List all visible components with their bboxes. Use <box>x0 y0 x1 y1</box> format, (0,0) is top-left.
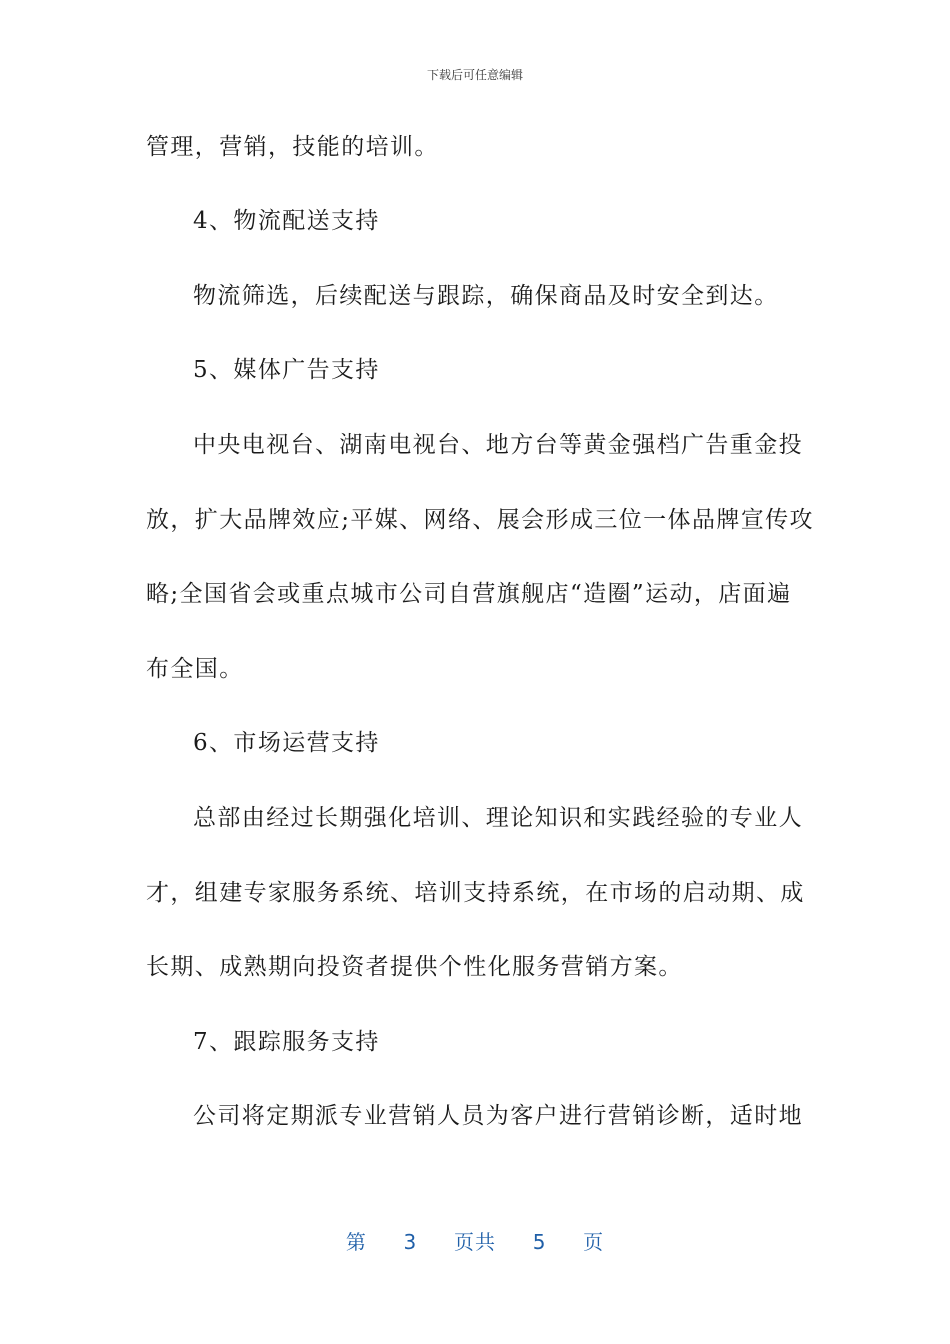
page-header-note: 下载后可任意编辑 <box>426 68 523 82</box>
section-heading: 4、物流配送支持 <box>193 208 380 234</box>
footer-prefix: 第 <box>345 1230 367 1254</box>
body-line: 中央电视台、湖南电视台、地方台等黄金强档广告重金投 <box>193 432 803 458</box>
body-line: 管理，营销，技能的培训。 <box>146 134 439 160</box>
current-page-number: 3 <box>403 1230 418 1254</box>
body-line: 物流筛选，后续配送与跟踪，确保商品及时安全到达。 <box>193 283 779 309</box>
body-line: 放，扩大品牌效应;平媒、网络、展会形成三位一体品牌宣传攻 <box>146 507 814 533</box>
total-pages-number: 5 <box>532 1230 547 1254</box>
body-line: 总部由经过长期强化培训、理论知识和实践经验的专业人 <box>193 805 803 831</box>
section-heading: 5、媒体广告支持 <box>193 357 380 383</box>
section-heading: 7、跟踪服务支持 <box>193 1029 380 1055</box>
body-line: 公司将定期派专业营销人员为客户进行营销诊断，适时地 <box>193 1103 803 1129</box>
page-number-footer <box>0 1226 950 1255</box>
footer-middle: 页共 <box>454 1230 496 1254</box>
body-line: 布全国。 <box>146 656 244 682</box>
body-line: 长期、成熟期向投资者提供个性化服务营销方案。 <box>146 954 683 980</box>
body-line: 略;全国省会或重点城市公司自营旗舰店“造圈”运动，店面遍 <box>146 581 792 607</box>
footer-suffix: 页 <box>583 1230 605 1254</box>
body-line: 才，组建专家服务系统、培训支持系统，在市场的启动期、成 <box>146 880 805 906</box>
section-heading: 6、市场运营支持 <box>193 730 380 756</box>
